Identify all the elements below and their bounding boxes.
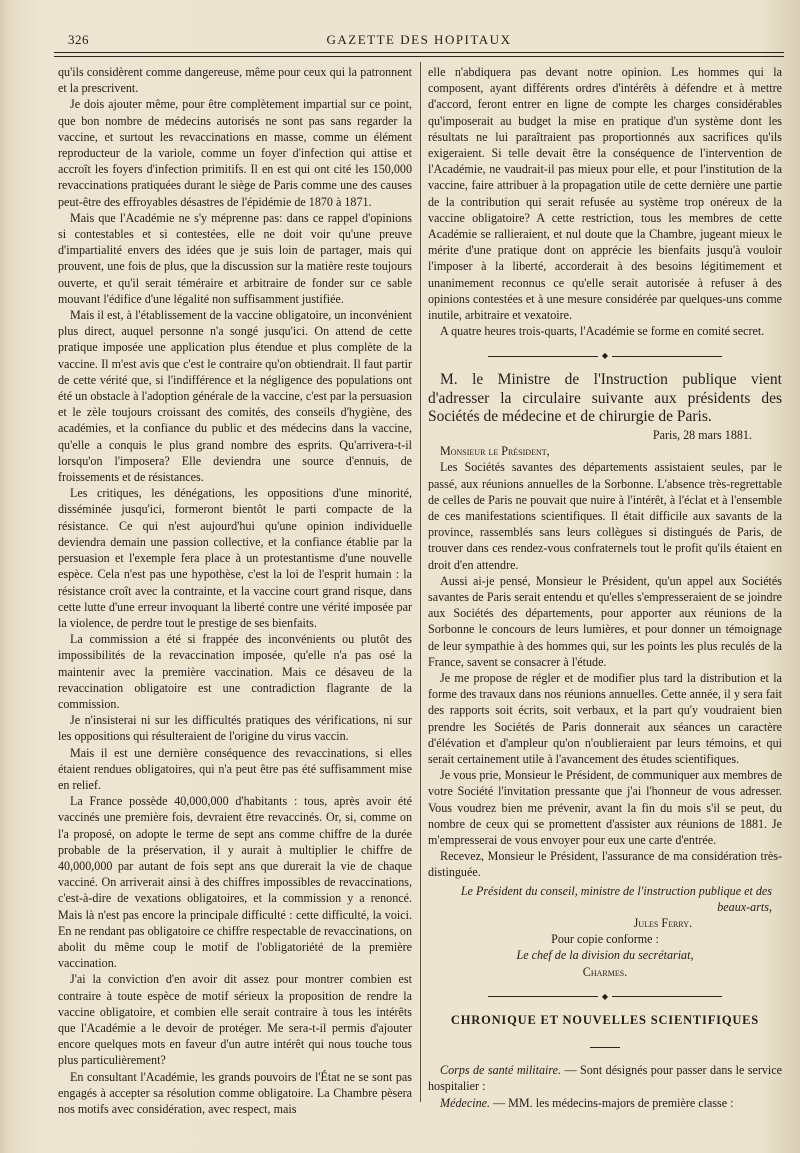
left-paragraph: Je dois ajouter même, pour être complètement impartial sur ce point, que bon nombre de médecins autorisés ne sont pas sans regarder la vaccine, et surtout les revaccinations en masse, comme un élément reproducteur de la variole, comme un foyer d'infection qui attise et accroît les foyers d'infection primitifs. Il en est qui ont cité les 150,000 revaccinations pratiquées durant le siège de Paris comme une des causes peut-être des effroyables désastres de l'épidémie de 1870 à 1871. <box>58 97 412 209</box>
chronique-text: — MM. les médecins-majors de première classe : <box>490 1095 734 1110</box>
chronique-subhead: Corps de santé militaire. <box>440 1063 562 1078</box>
copy-conform: Pour copie conforme : <box>551 932 659 947</box>
left-paragraph: En consultant l'Académie, les grands pouvoirs de l'État ne se sont pas engagés à accepter sa résolution comme obligatoire. La Chambre pèsera nos motifs avec considération, avec respect, mais <box>58 1069 412 1116</box>
left-paragraph: La France possède 40,000,000 d'habitants : tous, après avoir été vaccinés une première fois, devraient être revaccinés. Or, si, comme on l'a proposé, on adopte le terme de sept ans comme chiffre de la durée probable de la préservation, il y aurait à multiplier le chiffre de 40,000,000 par autant de fois sept ans que durerait la vie de chaque vacciné. On arriverait ainsi à des chiffres impossibles de revaccinations, c'est-à-dire de vexations obligatoires, et la commission y a renoncé. Mais là n'est pas encore la principale difficulté : cette difficulté, la voici. En ne rendant pas obligatoire ce chiffre respectable de revaccinations, on abolit du même coup le motif de l'obligatoriété de la première vaccination. <box>58 794 412 971</box>
left-paragraph: Les critiques, les dénégations, les oppositions d'une minorité, disséminée jusqu'ici, formeront bientôt le parti compacte de la résistance. Ce qui n'est aujourd'hui qu'une opinion individuelle deviendra demain une passion collective, et la confiance établie par la persuasion et l'exemple fera place à un protestantisme d'une nouvelle espèce. Cela n'est pas une hypothèse, c'est la loi de l'esprit humain : la résistance croît avec la contrainte, et la vaccine court grand risque, dans cette lutte d'une erreur invoquant la liberté contre une vérité imposée par la violence, de perdre tout le prestige de ses bienfaits. <box>58 486 412 630</box>
letter-date: Paris, 28 mars 1881. <box>652 427 752 442</box>
left-paragraph: qu'ils considèrent comme dangereuse, même pour ceux qui la patronnent et la prescrivent. <box>58 65 412 96</box>
right-paragraph: A quatre heures trois-quarts, l'Académie se forme en comité secret. <box>440 324 765 339</box>
right-paragraph: elle n'abdiquera pas devant notre opinion. Les hommes qui la composent, ayant différents ordres d'intérêts à défendre et à mettre d'accord, feront entrer en ligne de compte les charges considérables qu'imposerait au budget la mise en pratique d'un système dont les résultats ne lui paraîtraient pas proportionnés aux sacrifices qu'ils exigeraient. Si telle devait être la conséquence de l'intervention de l'Académie, ne vaudrait-il pas mieux pour elle, et pour l'institution de la vaccine, faire attribuer à la propagation utile de cette dernière une partie de la contribution qui serait refusée au système trop onéreux de la vaccine obligatoire? A cette restriction, tous les membres de cette Académie se rallieraient, et nul doute que la Chambre, jugeant mieux le mérite d'une pratique dont on apprécie les bienfaits jusqu'à vouloir l'imposer à la liberté, accorderait à des besoins légitimement et unanimement reconnus ce qu'elle serait autorisée à refuser à des opinions contestées et à une mesure considérée par quelques-uns comme inutile, arbitraire et vexatoire. <box>428 65 782 323</box>
right-column <box>428 64 782 1111</box>
left-paragraph: Je n'insisterai ni sur les difficultés pratiques des vérifications, ni sur les oppositions qui résulteraient de l'origine du virus vaccin. <box>58 713 412 744</box>
letter-paragraph: Les Sociétés savantes des départements assistaient seules, par le passé, aux réunions annuelles de la Sorbonne. L'absence très-regrettable de celles de Paris ne pouvait que nuire à l'intérêt, à l'éclat et à l'ensemble de ces manifestations scientifiques. Il était difficile aux savants de la province, rassemblés sans leurs collègues si distingués de Paris, de trouver dans ces rendez-vous confraternels tout le profit qu'ils étaient en droit d'en attendre. <box>428 460 782 572</box>
chronique-paragraph <box>428 1062 782 1094</box>
short-rule <box>428 1036 782 1052</box>
chronique-title: CHRONIQUE ET NOUVELLES SCIENTIFIQUES <box>450 1012 760 1027</box>
column-divider <box>420 62 421 1102</box>
page-number: 326 <box>68 32 89 47</box>
letter-paragraph: Recevez, Monsieur le Président, l'assurance de ma considération très-distinguée. <box>428 849 782 880</box>
chronique-paragraph <box>428 1095 782 1111</box>
left-paragraph: Mais il est une dernière conséquence des revaccinations, si elles étaient rendues obligatoires, qui n'a peut être pas été suffisamment mise en relief. <box>58 745 412 792</box>
left-paragraph: Mais il est, à l'établissement de la vaccine obligatoire, un inconvénient plus direct, auquel personne n'a songé jusqu'ici. On attend de cette pratique imposée une application plus étendue et plus complète de la vaccine. Il m'est avis que c'est le contraire qu'on obtiendrait. Il faut partir de cette vérité que, si l'indifférence et la négligence des populations ont été un obstacle à l'adoption générale de la vaccine, c'est par la persuasion et le zèle toujours croissant des comités, des conseils d'hygiène, des académies, et la confiance du public et des médecins dans la vaccine, qu'elle a conquis le plus grand nombre des esprits. Qu'arrivera-t-il lorsqu'on l'imposera? Elle deviendra une source d'ennuis, de froissements et de résistances. <box>58 308 412 485</box>
letter-salutation: Monsieur le Président, <box>440 444 550 459</box>
left-paragraph: La commission a été si frappée des inconvénients ou plutôt des impossibilités de la revaccination imposée, qu'elle n'a pas osé la maintenir avec la première vaccination. Mais ce désaveu de la revaccination obligatoire est une contradiction flagrante de la commission. <box>58 632 412 711</box>
chronique-text: — Sont désignés pour passer dans le service hospitalier : <box>428 1063 782 1094</box>
signature-title: Le Président du conseil, ministre de l'instruction publique et des beaux-arts, <box>460 883 772 914</box>
header-rule-top <box>54 52 784 53</box>
copy-chief: Le chef de la division du secrétariat, <box>516 948 694 963</box>
letter-paragraph: Je me propose de régler et de modifier plus tard la distribution et la forme des travaux dans nos réunions annuelles. Cette année, il y sera fait des rapports soit écrits, soit verbaux, et la part qu'y voudraient bien prendre les Sociétés de Paris donnerait aux séances un caractère d'élévation et d'ampleur qu'on n'oublieraient par leurs témoins, et qui serait certainement utile à l'avancement des études scientifiques. <box>428 671 782 767</box>
copy-name: Charmes. <box>582 964 628 979</box>
section-separator: ◆ <box>428 992 782 1002</box>
letter-paragraph: Je vous prie, Monsieur le Président, de communiquer aux membres de votre Société l'invitation pressante que j'ai l'honneur de vous adresser. Vous voudrez bien me prévenir, avant la fin du mois s'il se peut, du nombre de ceux qui se promettent d'assister aux réunions de 1881. Je m'empresserai de vous envoyer pour eux une carte d'entrée. <box>428 768 782 848</box>
minister-heading: M. le Ministre de l'Instruction publique vient d'adresser la circulaire suivante aux présidents des Sociétés de médecine et de chirurgie de Paris. <box>428 371 782 426</box>
chronique-subhead: Médecine. <box>440 1095 491 1110</box>
left-paragraph: Mais que l'Académie ne s'y méprenne pas: dans ce rappel d'opinions si contestables et si contestées, elle ne doit voir qu'une preuve d'impartialité envers des idées que je suis loin de partager, mais qui prouvent, une fois de plus, que la discussion sur la matière reste toujours ouverte, et qu'il serait téméraire et arbitraire de fonder sur ce sable mouvant l'édifice d'une légalité non suffisamment justifiée. <box>58 210 412 306</box>
signature-name: Jules Ferry. <box>633 916 692 931</box>
section-separator: ◆ <box>428 351 782 361</box>
left-paragraph: J'ai la conviction d'en avoir dit assez pour montrer combien est contraire à toute espèce de motif sérieux la proposition de rendre la vaccine obligatoire, et combien elle serait contraire à tous les intérêts que l'Académie a le devoir de protéger. Me sera-t-il permis d'ajouter encore quelques mots en faveur d'un autre intérêt qui nous touche tous plus particulièrement? <box>58 972 412 1068</box>
signature-block <box>428 883 782 980</box>
page-header <box>54 30 784 52</box>
header-rule-bottom <box>54 56 784 57</box>
letter-paragraph: Aussi ai-je pensé, Monsieur le Président, qu'un appel aux Sociétés savantes de Paris serait entendu et qu'elles s'empresseraient de se joindre aux Sociétés des départements, pour apporter aux réunions de la Sorbonne le concours de leurs lumières, et pour donner un témoignage de leur sympathie à des hommes qui, sur les points les plus reculés de la France, savent se consacrer à l'étude. <box>428 573 782 669</box>
newspaper-title: GAZETTE DES HOPITAUX <box>326 32 512 47</box>
left-column <box>58 64 412 1117</box>
